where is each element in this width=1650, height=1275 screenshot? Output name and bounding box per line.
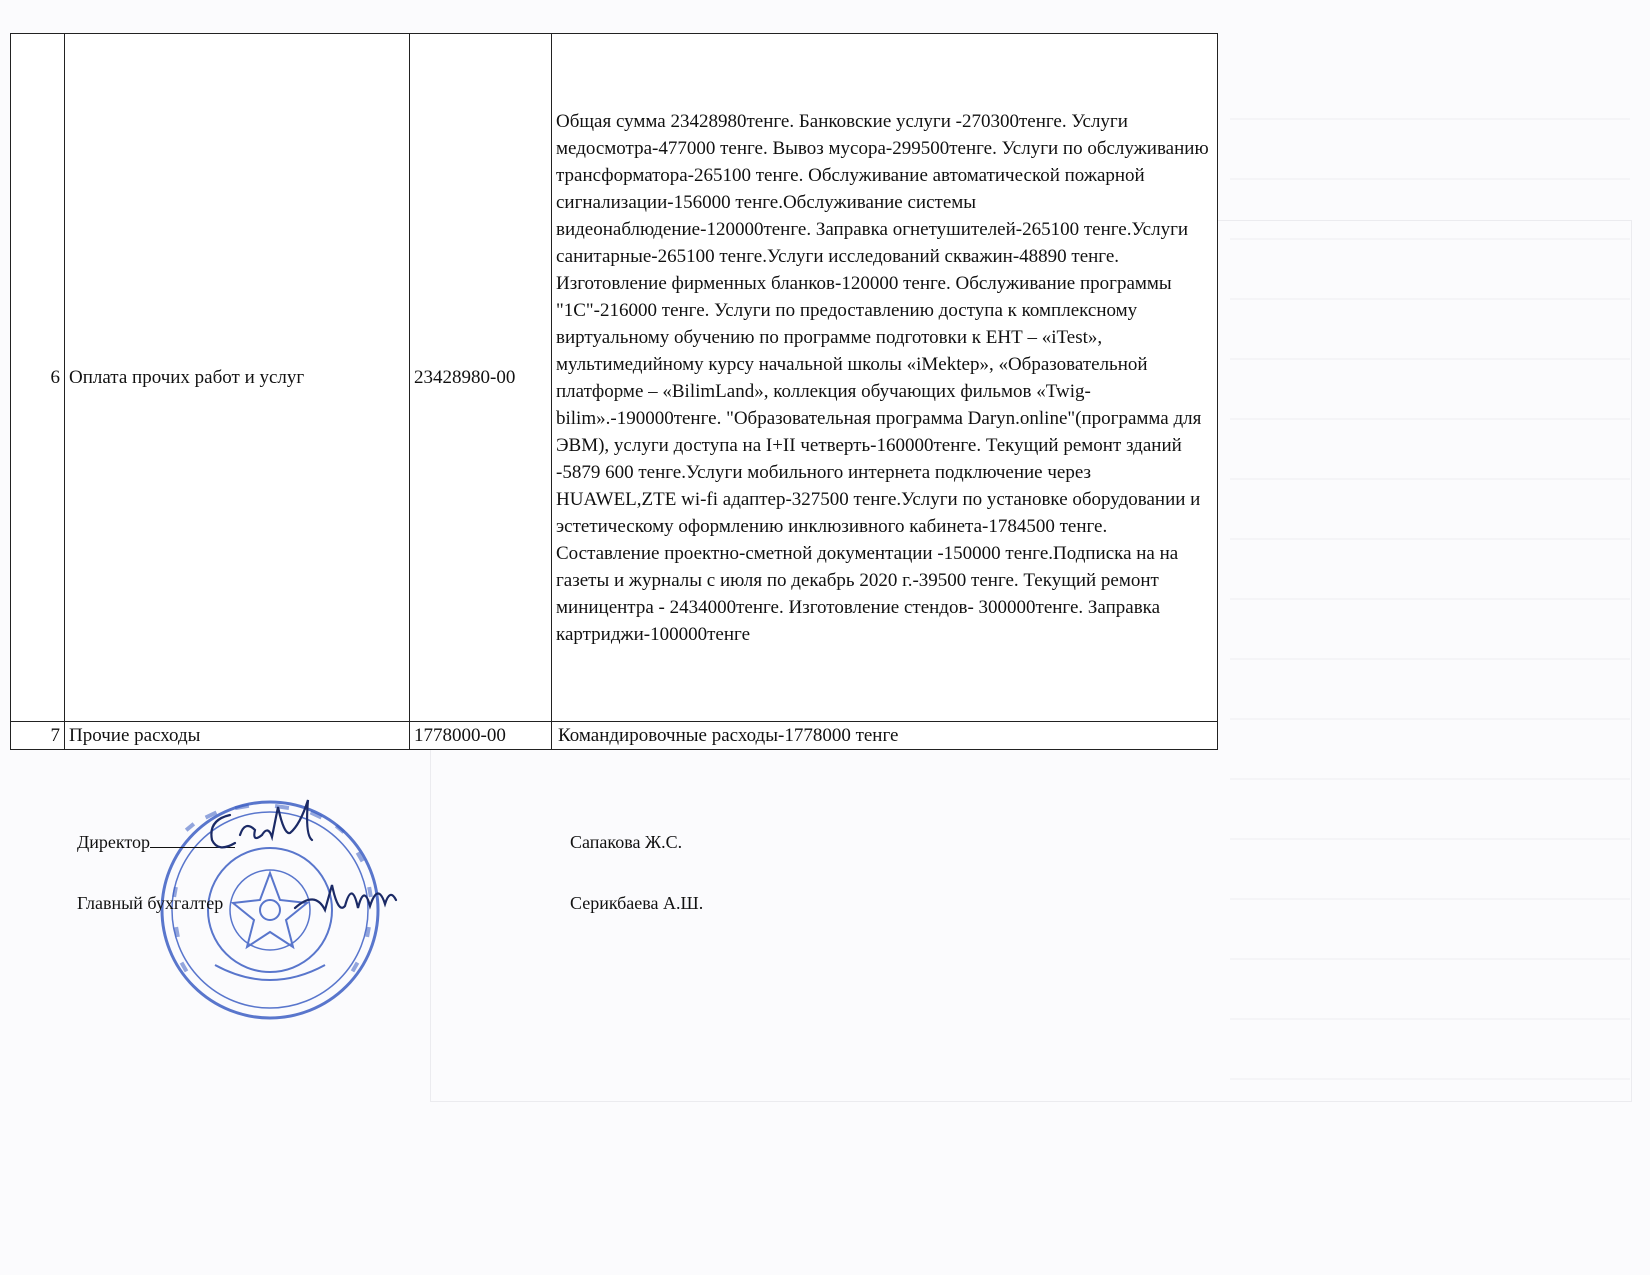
expense-description: Командировочные расходы-1778000 тенге	[552, 722, 1218, 750]
director-name: Сапакова Ж.С.	[570, 832, 683, 852]
expense-description: Общая сумма 23428980тенге. Банковские услуги -270300тенге. Услуги медосмотра-477000 тенге. Вывоз мусора-299500тенге. Услуги по обслуживанию трансформатора-265100 тенге. Обслуживание автоматической пожарной сигнализации-156000 тенге.Обслуживание системы видеонаблюдение-120000тенге. Заправка огнетушителей-265100 тенге.Услуги санитарные-265100 тенге.Услуги исследований скважин-48890 тенге. Изготовление фирменных бланков-120000 тенге. Обслуживание программы "1С"-216000 тенге. Услуги по предоставлению доступа к комплексному виртуальному обучению по программе подготовки к ЕНТ – «iTest», мультимедийному курсу начальной школы «iMektep», «Образовательной платформе – «BilimLand», коллекция обучающих фильмов «Twig-bilim».-190000тенге. "Образовательная программа Daryn.online"(программа для ЭВМ), услуги доступа на I+II четверть-160000тенге. Текущий ремонт зданий -5879 600 тенге.Услуги мобильного интернета подключение через HUAWEL,ZTE wi-fi адаптер-327500 тенге.Услуги по установке оборудовании и эстетическому оформлению инклюзивного кабинета-1784500 тенге. Составление проектно-сметной документации -150000 тенге.Подписка на на газеты и журналы с июля по декабрь 2020 г.-39500 тенге. Текущий ремонт миницентра - 2434000тенге. Изготовление стендов- 300000тенге. Заправка картриджи-100000тенге	[552, 34, 1218, 722]
director-signature-icon	[200, 795, 320, 865]
row-number: 6	[11, 34, 65, 722]
row-number: 7	[11, 722, 65, 750]
expense-amount: 23428980-00	[410, 34, 552, 722]
accountant-name: Серикбаева А.Ш.	[570, 893, 704, 913]
expenses-table	[10, 33, 1218, 750]
accountant-signature-icon	[290, 870, 400, 930]
expense-name: Прочие расходы	[65, 722, 410, 750]
accountant-label: Главный бухгалтер	[77, 893, 224, 913]
table-row	[11, 34, 1218, 722]
expense-amount: 1778000-00	[410, 722, 552, 750]
director-label-text: Директор	[77, 832, 151, 852]
table-row	[11, 722, 1218, 750]
expense-name: Оплата прочих работ и услуг	[65, 34, 410, 722]
